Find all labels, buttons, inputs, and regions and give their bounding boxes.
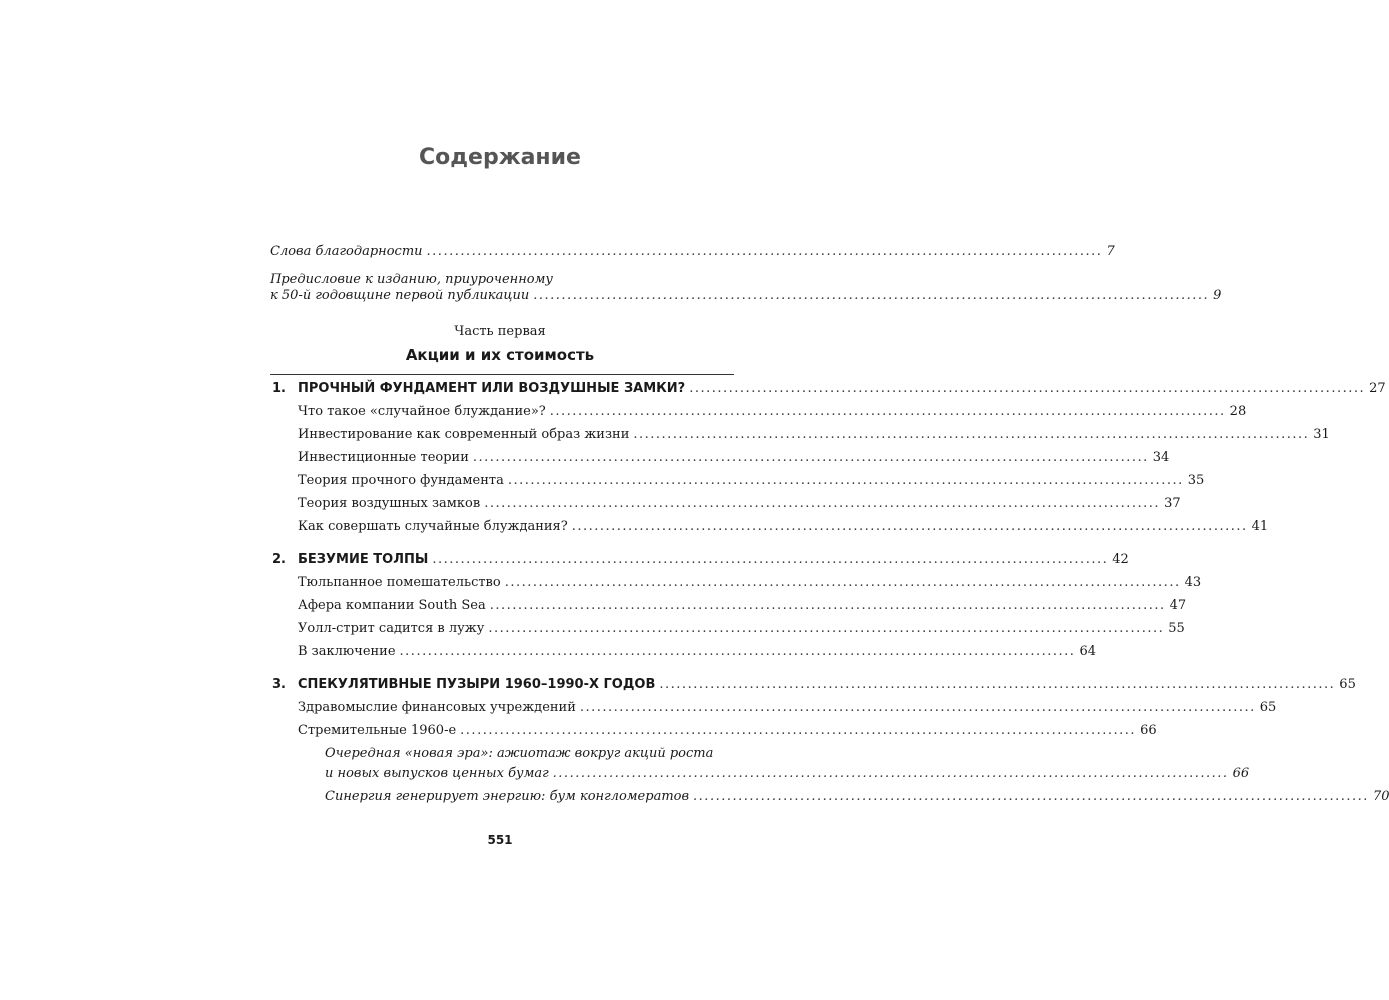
divider [270, 374, 734, 375]
toc-entry-label: к 50-й годовщине первой публикации [270, 288, 530, 303]
section-label: Инвестирование как современный образ жизни [298, 427, 630, 442]
dot-leader: ........................................................................................................................ [689, 381, 1366, 396]
section-label: Уолл-стрит садится в лужу [298, 621, 485, 636]
section-entry [298, 574, 1202, 592]
section-page: 37 [1164, 496, 1181, 511]
page-number: 551 [487, 833, 513, 847]
dot-leader: ........................................................................................................................ [489, 598, 1166, 613]
chapter-entry [298, 676, 1356, 694]
dot-leader: ........................................................................................................................ [659, 677, 1336, 692]
section-page: 41 [1251, 519, 1269, 534]
section-page: 65 [1259, 700, 1277, 715]
dot-leader: ........................................................................................................................ [426, 244, 1103, 259]
subsection-label: и новых выпусков ценных бумаг [325, 766, 549, 781]
section-entry [298, 620, 1185, 638]
section-label: Что такое «случайное блуждание»? [298, 404, 546, 419]
dot-leader: ........................................................................................................................ [533, 288, 1210, 303]
chapter-page: 65 [1339, 677, 1356, 692]
chapter-number: 3. [272, 677, 286, 692]
section-label: Афера компании South Sea [298, 598, 486, 613]
section-page: 35 [1187, 473, 1205, 488]
dot-leader: ........................................................................................................................ [432, 552, 1109, 567]
section-label: Как совершать случайные блуждания? [298, 519, 568, 534]
section-label: Тюльпанное помешательство [298, 575, 501, 590]
chapter-title: ПРОЧНЫЙ ФУНДАМЕНТ ИЛИ ВОЗДУШНЫЕ ЗАМКИ? [298, 381, 686, 396]
toc-entry-page: 7 [1106, 244, 1115, 259]
dot-leader: ........................................................................................................................ [460, 723, 1137, 738]
subsection-entry [325, 788, 1389, 806]
section-entry [298, 643, 1096, 661]
section-label: Теория прочного фундамента [298, 473, 504, 488]
section-label: Стремительные 1960-е [298, 723, 457, 738]
dot-leader: ........................................................................................................................ [399, 644, 1076, 659]
dot-leader: ........................................................................................................................ [579, 700, 1256, 715]
section-page: 28 [1229, 404, 1247, 419]
dot-leader: ........................................................................................................................ [507, 473, 1184, 488]
toc-entry-preface-line1: Предисловие к изданию, приуроченному [270, 272, 553, 287]
part-label: Часть первая [454, 324, 546, 339]
subsection-page: 70 [1372, 789, 1389, 804]
section-label: В заключение [298, 644, 396, 659]
toc-entry-page: 9 [1213, 288, 1222, 303]
section-page: 55 [1168, 621, 1185, 636]
toc-entry-ack [270, 243, 1115, 261]
chapter-number: 2. [272, 552, 286, 567]
subsection-line1: Очередная «новая эра»: ажиотаж вокруг акций роста [325, 746, 714, 761]
toc-entry-label: Слова благодарности [270, 244, 423, 259]
section-label: Здравомыслие финансовых учреждений [298, 700, 576, 715]
dot-leader: ........................................................................................................................ [571, 519, 1248, 534]
section-entry [298, 403, 1247, 421]
chapter-page: 42 [1112, 552, 1129, 567]
section-entry [298, 472, 1205, 490]
dot-leader: ........................................................................................................................ [552, 766, 1229, 781]
section-page: 64 [1079, 644, 1096, 659]
section-entry [298, 597, 1187, 615]
subsection-label: Синергия генерирует энергию: бум конгломератов [325, 789, 690, 804]
page-title: Содержание [419, 145, 581, 170]
dot-leader: ........................................................................................................................ [633, 427, 1310, 442]
section-entry [298, 426, 1330, 444]
part-title: Акции и их стоимость [405, 346, 595, 364]
dot-leader: ........................................................................................................................ [472, 450, 1149, 465]
chapter-title: БЕЗУМИЕ ТОЛПЫ [298, 552, 429, 567]
section-page: 66 [1140, 723, 1157, 738]
subsection-entry [325, 765, 1250, 783]
section-entry [298, 495, 1181, 513]
section-page: 43 [1184, 575, 1202, 590]
section-entry [298, 518, 1269, 536]
chapter-number: 1. [272, 381, 286, 396]
chapter-entry [298, 551, 1129, 569]
section-label: Инвестиционные теории [298, 450, 469, 465]
dot-leader: ........................................................................................................................ [488, 621, 1165, 636]
section-entry [298, 699, 1277, 717]
section-page: 31 [1313, 427, 1330, 442]
section-entry [298, 722, 1157, 740]
chapter-page: 27 [1369, 381, 1386, 396]
toc-entry-preface [270, 287, 1222, 305]
section-label: Теория воздушных замков [298, 496, 481, 511]
subsection-page: 66 [1232, 766, 1250, 781]
section-page: 34 [1152, 450, 1170, 465]
dot-leader: ........................................................................................................................ [549, 404, 1226, 419]
dot-leader: ........................................................................................................................ [693, 789, 1369, 804]
chapter-entry [298, 380, 1386, 398]
section-page: 47 [1169, 598, 1187, 613]
section-entry [298, 449, 1170, 467]
chapter-title: СПЕКУЛЯТИВНЫЕ ПУЗЫРИ 1960–1990-Х ГОДОВ [298, 677, 656, 692]
dot-leader: ........................................................................................................................ [484, 496, 1161, 511]
dot-leader: ........................................................................................................................ [504, 575, 1181, 590]
